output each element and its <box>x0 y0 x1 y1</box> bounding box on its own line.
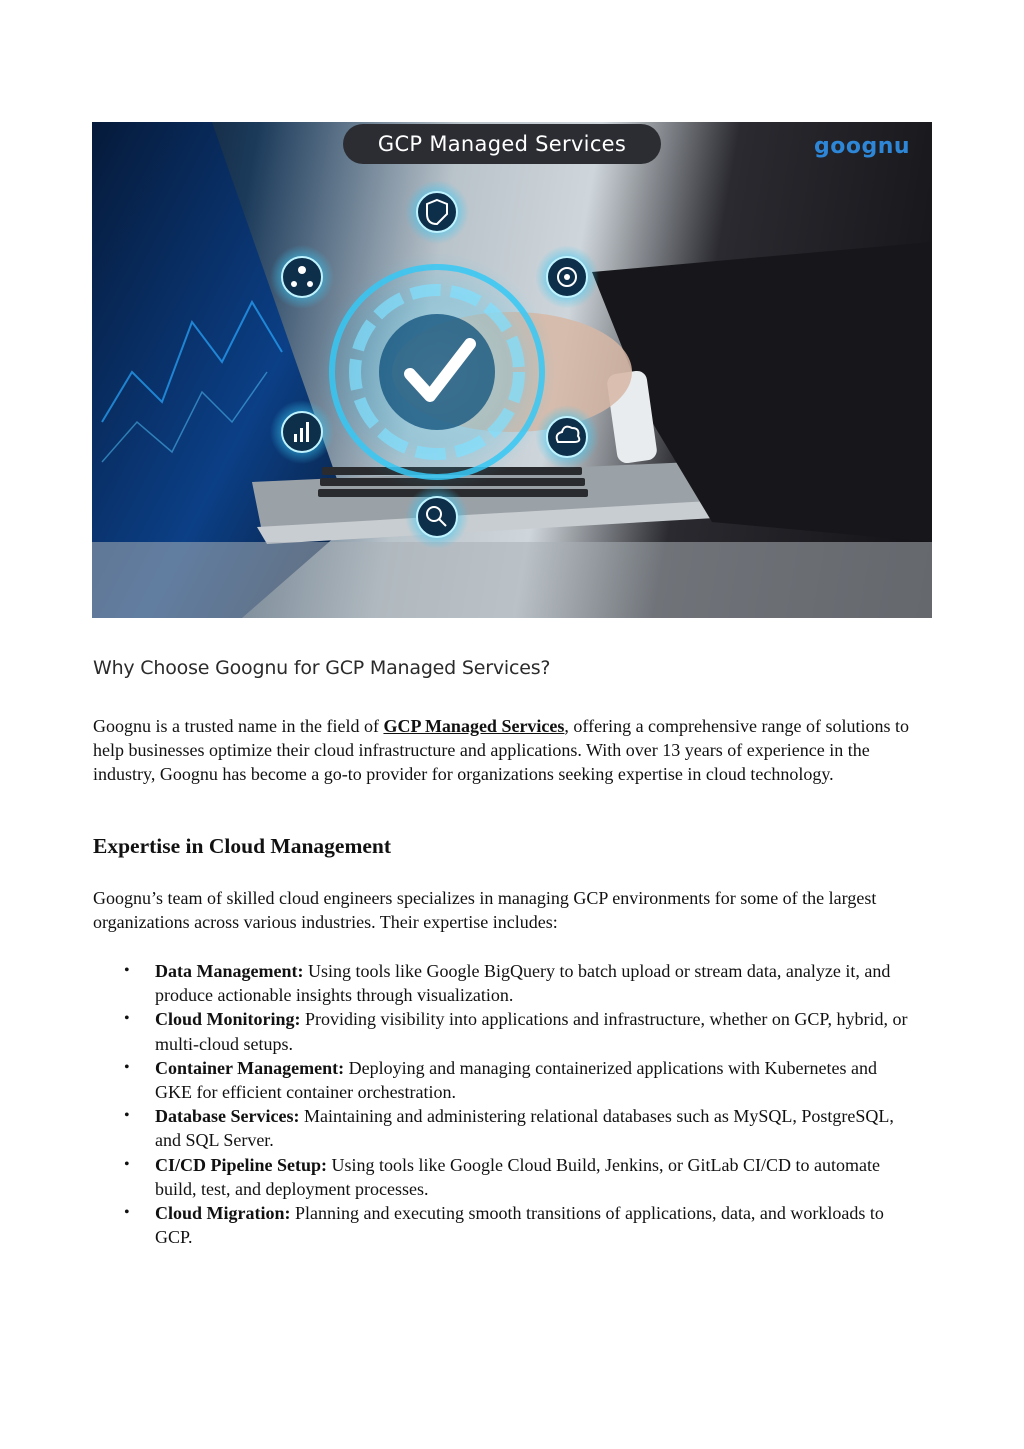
list-item-title: CI/CD Pipeline Setup: <box>155 1154 328 1175</box>
hero-illustration <box>92 122 932 618</box>
list-item-text: Planning and executing smooth transitions of applications, data, and workloads to GCP. <box>155 1203 884 1248</box>
bullet-icon: • <box>124 1058 130 1076</box>
list-item-title: Data Management: <box>155 961 304 981</box>
list-item <box>93 1104 913 1152</box>
list-item <box>93 1201 913 1249</box>
list-item-text: Providing visibility into applications and infrastructure, whether on GCP, hybrid, or multi-cloud setups. <box>155 1009 908 1054</box>
bullet-icon: • <box>124 1010 130 1028</box>
list-item <box>93 1056 913 1104</box>
team-paragraph: Goognu’s team of skilled cloud engineers specializes in managing GCP environments for some of the largest organizations across various industries. Their expertise includes: <box>93 888 877 933</box>
intro-paragraph <box>93 714 933 787</box>
list-item-title: Cloud Migration: <box>155 1203 291 1224</box>
bullet-icon: • <box>124 1204 130 1222</box>
hero-image <box>92 122 932 618</box>
hero-title-badge: GCP Managed Services <box>343 124 661 164</box>
list-item <box>93 1153 913 1201</box>
bullet-icon: • <box>124 1155 130 1173</box>
list-item-text: Deploying and managing containerized applications with Kubernetes and GKE for efficient container orchestration. <box>155 1057 877 1103</box>
shield-check-icon <box>405 180 469 244</box>
intro-text-end: , offering a comprehensive range of solutions to help businesses optimize their cloud infrastructure and applications. With over 13 years of experience in the industry, Goognu has become a go-to provider for organizations seeking expertise in cloud technology. <box>93 716 909 785</box>
list-item <box>93 959 913 1007</box>
expertise-list <box>93 959 913 1249</box>
goognu-logo: goognu <box>814 134 911 159</box>
list-item <box>93 1007 913 1055</box>
team-network-icon <box>270 245 334 309</box>
bullet-icon: • <box>124 1107 130 1125</box>
list-item-text: Using tools like Google Cloud Build, Jenkins, or GitLab CI/CD to automate build, test, and deployment processes. <box>155 1154 880 1199</box>
list-item-title: Cloud Monitoring: <box>155 1009 301 1030</box>
section-heading: Why Choose Goognu for GCP Managed Services? <box>93 657 551 679</box>
analytics-chart-icon <box>270 400 334 464</box>
target-icon <box>535 245 599 309</box>
central-ring-inner <box>379 314 495 430</box>
expertise-heading: Expertise in Cloud Management <box>93 834 392 858</box>
list-item-text: Maintaining and administering relational databases such as MySQL, PostgreSQL, and SQL Server. <box>155 1106 894 1151</box>
list-item-text: Using tools like Google BigQuery to batch upload or stream data, analyze it, and produce actionable insights through visualization. <box>155 961 891 1006</box>
intro-text-start: Goognu is a trusted name in the field of <box>93 716 384 736</box>
bullet-icon: • <box>124 962 130 979</box>
gcp-managed-services-link[interactable]: GCP Managed Services <box>383 716 565 736</box>
desk-reflection <box>92 542 932 618</box>
search-icon <box>405 485 469 549</box>
list-item-title: Database Services: <box>155 1106 300 1127</box>
cloud-upload-icon <box>535 405 599 469</box>
list-item-title: Container Management: <box>155 1057 345 1078</box>
